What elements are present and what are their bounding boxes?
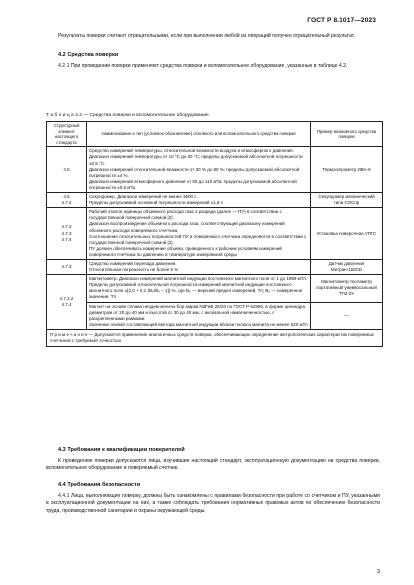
row-example: Секундомер механический типа СОСпр (311, 193, 383, 208)
table-header-row (47, 122, 383, 147)
row-ref: 4.5 4.7.4 (47, 193, 87, 208)
row-description: Магнит на основе сплава неодим-железо-бор марки NdFeB 28/20 по ГОСТ Р 52956, в форме цилиндра диаметром от 20 до 40 мм и высотой от 30 до 40 мм, с аксиальной намагниченностью, с раскрепленными рамками. Значение осевой составляющей вектора магнитной индукции вблизи полюса магнита не менее 520 мТл (87, 302, 311, 329)
table-note-row (47, 329, 383, 346)
table-caption: Т а б л и ц а 4.2 — Средства поверки и вспомогательное оборудование (46, 113, 209, 118)
row-description: Средство измерений температуры, относительной влажности воздуха и атмосферного давления. Диапазон измерений температуры от 10 °С до 30 °С; пределы допускаемой абсолютной погрешности ±0,5 °С. Диапазон измерений относительной влажности от 30 % до 80 %; пределы допускаемой абсолютной погрешности ±4 %. Диапазон измерений атмосферного давления от 80 до 110 кПа; пределы допускаемой абсолютной погрешности ±0,5 кПа (87, 147, 311, 193)
col-header-equipment-name: Наименование и тип (условное обозначение) основного или вспомогательного средства поверки (87, 122, 311, 147)
section-4-2-title: 4.2 Средства поверки (58, 52, 119, 58)
equipment-table (46, 121, 383, 347)
row-ref: 4.7.2.2 4.7.4 (47, 275, 87, 330)
section-4-3-paragraph: К проведению поверки допускаются лица, изучившие настоящий стандарт, эксплуатационную документацию на средства поверки, вспомогательное оборудование и поверяемый счетчик. (46, 458, 380, 472)
row-example: Магнитометр-тесламетр портативный универсальный ТП2-2У (311, 275, 383, 302)
table-row (47, 259, 383, 274)
section-4-4-paragraph: 4.4.1 Лица, выполняющие поверку, должны быть ознакомлены с правилами безопасности при работе со счетчиком и ПУ, указанными в эксплуатационной документации на них, а также соблюдать требования нормативных правовых актов по обеспечению безопасности труда, производственной санитарии и охраны окружающей среды. (46, 493, 380, 514)
row-ref: 4.7.3 (47, 259, 87, 274)
section-4-2-paragraph: 4.2.1 При проведении поверки применяют средства поверки и вспомогательное оборудование, указанные в таблице 4.2. (58, 63, 348, 69)
section-4-3-title: 4.3 Требования к квалификации поверителей (58, 447, 185, 453)
table-row (47, 193, 383, 208)
table-row (47, 302, 383, 329)
row-ref: 4.7.2 4.7.3 4.7.4 (47, 208, 87, 260)
row-example: — (311, 302, 383, 329)
table-row (47, 147, 383, 193)
table-row (47, 208, 383, 260)
table-row (47, 275, 383, 302)
row-description: Средство измерений перепада давления. Относительная погрешность не более 5 % (87, 259, 311, 274)
row-ref: 4.5 (47, 147, 87, 193)
col-header-example: Пример возможного средства поверки (311, 122, 383, 147)
col-header-structural-element: Структурный элемент настоящего стандарта (47, 122, 87, 147)
row-description: Магнитометр. Диапазон измерений магнитной индукции постоянного магнитного поля от 1 до 1999 мТл. Пределы допускаемой относительной погрешности измерений магнитной индукции постоянного магнитного поля ±[2,0 + 0,1·(Bₚ/B₀ – 1)] %, где Bₚ — верхний предел измерений, Тл; B₀ — измеренное значение, Тл (87, 275, 311, 302)
section-4-4-title: 4.4 Требования безопасности (58, 482, 141, 488)
row-example: Установка поверочная УПГС (311, 208, 383, 260)
intro-paragraph: Результаты поверки считают отрицательными, если при выполнении любой из операций получен отрицательный результат. (58, 33, 355, 39)
standard-header: ГОСТ Р 8.1017—2023 (307, 17, 376, 24)
page-number: 3 (376, 569, 380, 575)
table-note: П р и м е ч а н и е — Допускается применение аналогичных средств поверки, обеспечивающих определение метрологических характеристик поверяемых счетчиков с требуемой точностью. (47, 329, 383, 346)
row-description: Рабочий эталон единицы объемного расхода газа 1 разряда (далее — ПУ) в соответствии с государственной поверочной схемой [2]. Диапазон воспроизведения объемного расхода газа, соответствующий диапазону измерений объемного расхода поверяемого счетчика. Соотношение относительных погрешностей ПУ и поверяемого счетчика определяется в соответствии с государственной поверочной схемой [2]. ПУ должен обеспечивать измерение объема, приведенного к рабочим условиям измерений поверяемого счетчика по давлению и температуре измеряемой среды (87, 208, 311, 260)
row-description: Секундомер. Диапазон измерений не менее 3600 с. Пределы допускаемой основной погрешности измерений ±1,8 с (87, 193, 311, 208)
row-example: Термогигрометр ИВА-6 (311, 147, 383, 193)
row-example: Датчик давления Метран-150CD (311, 259, 383, 274)
